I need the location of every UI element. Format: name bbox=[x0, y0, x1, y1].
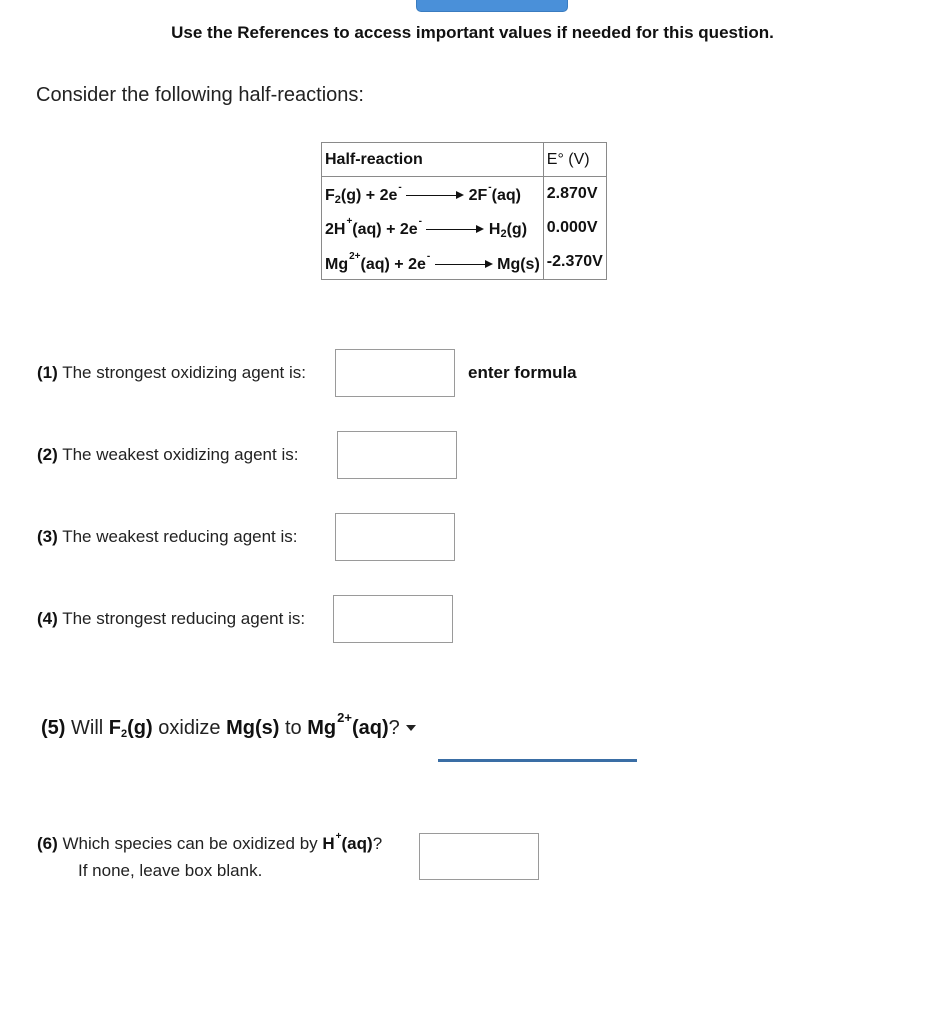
col-header-reaction: Half-reaction bbox=[325, 150, 423, 168]
question-number: (6) bbox=[37, 834, 58, 853]
h-symbol: H bbox=[322, 834, 335, 853]
product-charge: - bbox=[488, 182, 492, 193]
strongest-oxidizing-agent-input[interactable] bbox=[335, 349, 455, 397]
reactant: F bbox=[325, 187, 335, 204]
f2-formula bbox=[109, 717, 153, 739]
h-state: (aq) bbox=[341, 834, 373, 853]
reactant-state: (aq) + 2e bbox=[360, 255, 426, 273]
reactant: 2H bbox=[325, 221, 346, 238]
yes-no-dropdown[interactable] bbox=[438, 759, 637, 762]
mg-ion-formula bbox=[307, 710, 389, 739]
ion-charge: + bbox=[335, 831, 342, 842]
reaction-cell bbox=[322, 177, 544, 212]
question-4-label bbox=[37, 609, 305, 629]
table-row bbox=[322, 177, 607, 212]
reaction-arrow-icon bbox=[426, 224, 484, 234]
electron-charge: - bbox=[398, 182, 402, 193]
table-header-row bbox=[322, 143, 607, 177]
references-note: Use the References to access important values if needed for this question. bbox=[171, 23, 774, 42]
question-number: (2) bbox=[37, 445, 58, 464]
subscript: 2 bbox=[334, 194, 341, 206]
reactant-charge: 2+ bbox=[349, 250, 361, 262]
question-number: (1) bbox=[37, 363, 58, 382]
product: H bbox=[488, 221, 501, 238]
table-row bbox=[322, 245, 607, 280]
reaction-arrow-icon bbox=[406, 190, 464, 200]
reactant: Mg bbox=[325, 255, 349, 273]
question-mark: ? bbox=[372, 834, 383, 853]
reaction-arrow-icon bbox=[435, 259, 493, 269]
question-number: (3) bbox=[37, 527, 58, 546]
question-text: The weakest oxidizing agent is: bbox=[62, 445, 299, 464]
question-text: Which species can be oxidized by bbox=[62, 834, 318, 853]
f2-symbol: F bbox=[108, 717, 122, 739]
weakest-reducing-agent-input[interactable] bbox=[335, 513, 455, 561]
strongest-reducing-agent-input[interactable] bbox=[333, 595, 453, 643]
product: 2F bbox=[468, 187, 488, 204]
oxidized-by-h-input[interactable] bbox=[419, 833, 539, 880]
question-text: to bbox=[284, 717, 302, 739]
question-3-label bbox=[37, 527, 298, 547]
question-number: (4) bbox=[37, 609, 58, 628]
question-6-label bbox=[37, 831, 382, 854]
h-ion-formula bbox=[322, 831, 373, 853]
product-state: (g) bbox=[506, 221, 528, 238]
references-button[interactable] bbox=[416, 0, 568, 12]
f2-state: (g) bbox=[127, 717, 153, 739]
question-text: The strongest reducing agent is: bbox=[62, 609, 306, 628]
reactant-state: (aq) + 2e bbox=[352, 221, 418, 238]
leave-blank-note: If none, leave box blank. bbox=[78, 861, 263, 880]
reaction-cell bbox=[322, 211, 544, 245]
intro-text: Consider the following half-reactions: bbox=[36, 84, 364, 106]
electron-charge: - bbox=[426, 250, 431, 262]
potential-cell: -2.370V bbox=[543, 245, 606, 280]
ion-charge: 2+ bbox=[337, 710, 352, 725]
col-header-potential: E° (V) bbox=[543, 143, 606, 177]
product: Mg(s) bbox=[497, 255, 540, 273]
reactant-state: (g) + 2e bbox=[340, 187, 398, 204]
product-state: (aq) bbox=[491, 187, 521, 204]
question-text: Will bbox=[71, 717, 104, 739]
subscript: 2 bbox=[121, 728, 128, 740]
question-2-label bbox=[37, 445, 298, 465]
reaction-cell bbox=[322, 245, 544, 280]
potential-cell: 2.870V bbox=[543, 177, 606, 212]
half-reaction-table bbox=[321, 142, 607, 280]
mg-formula: Mg(s) bbox=[226, 717, 280, 739]
weakest-oxidizing-agent-input[interactable] bbox=[337, 431, 457, 479]
question-text: The weakest reducing agent is: bbox=[62, 527, 298, 546]
question-text: The strongest oxidizing agent is: bbox=[62, 363, 307, 382]
reactant-charge: + bbox=[346, 216, 353, 227]
question-1-label bbox=[37, 363, 306, 383]
question-number: (5) bbox=[41, 717, 66, 739]
chevron-down-icon[interactable] bbox=[406, 725, 416, 731]
enter-formula-hint: enter formula bbox=[468, 363, 577, 382]
question-5-label bbox=[41, 710, 416, 740]
table-row bbox=[322, 211, 607, 245]
subscript: 2 bbox=[500, 228, 507, 240]
question-text: oxidize bbox=[158, 717, 221, 739]
question-mark: ? bbox=[388, 717, 400, 739]
mg-ion-state: (aq) bbox=[351, 717, 389, 739]
potential-cell: 0.000V bbox=[543, 211, 606, 245]
mg-ion-symbol: Mg bbox=[307, 717, 337, 739]
electron-charge: - bbox=[418, 216, 422, 227]
